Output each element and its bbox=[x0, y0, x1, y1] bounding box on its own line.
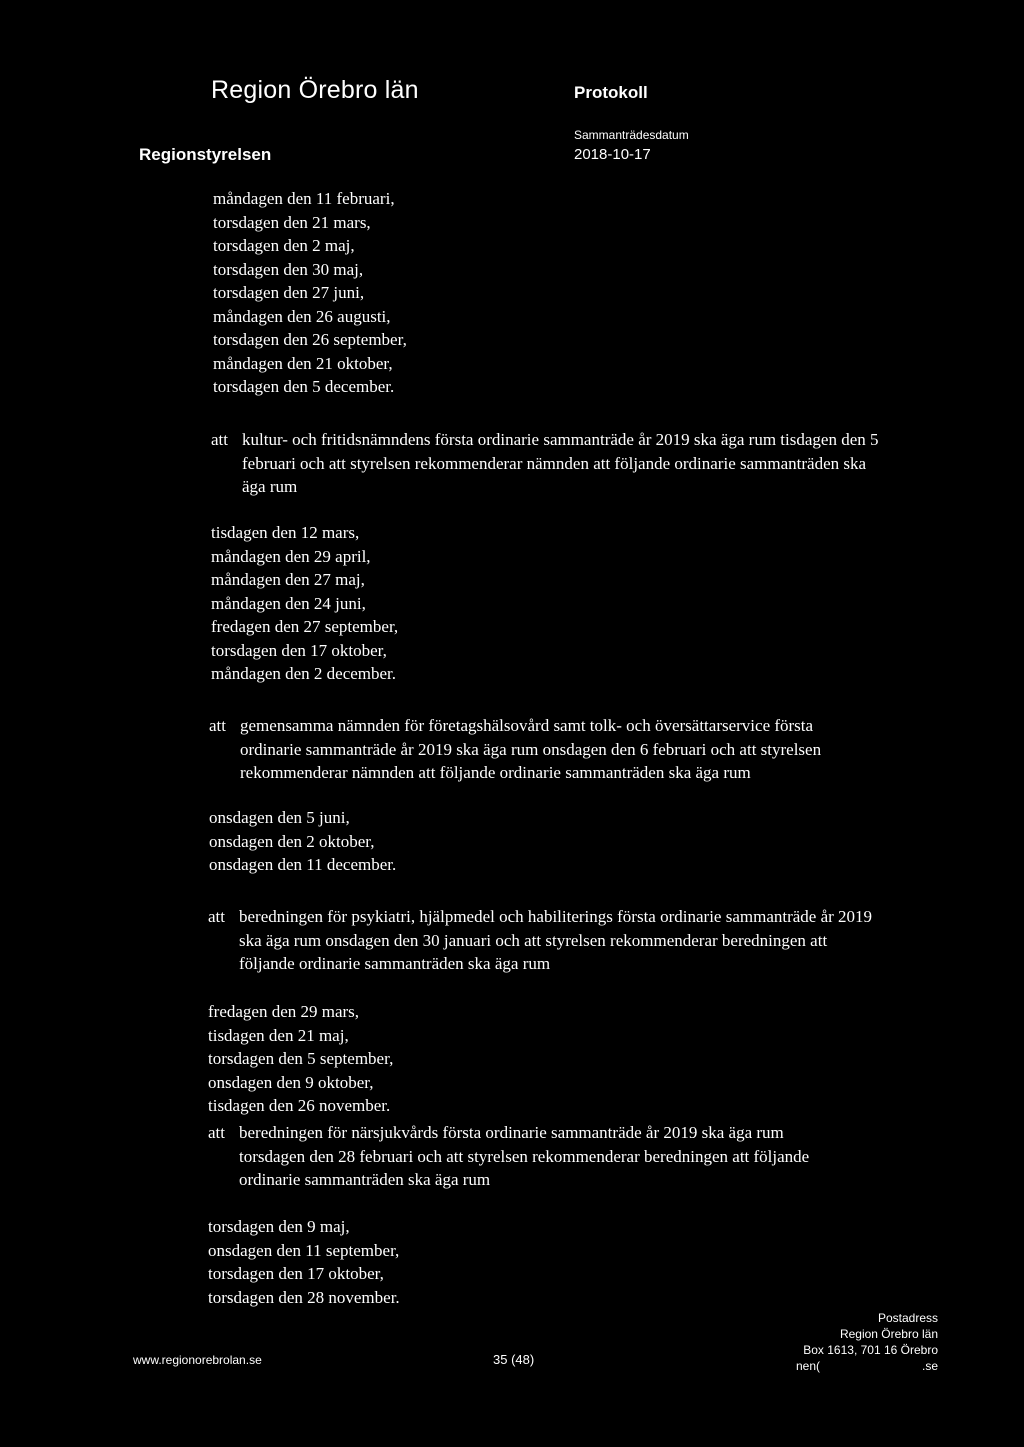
list-item: onsdagen den 11 december. bbox=[209, 855, 397, 874]
meeting-date-label: Sammanträdesdatum bbox=[574, 128, 689, 142]
list-item: onsdagen den 5 juni, bbox=[209, 808, 350, 827]
list-item: onsdagen den 11 september, bbox=[208, 1240, 400, 1260]
postal-address-box: Box 1613, 701 16 Örebro bbox=[803, 1343, 938, 1357]
meeting-date-list bbox=[213, 187, 407, 399]
att-marker: att bbox=[209, 716, 226, 735]
email-fragment-start: nen( bbox=[796, 1359, 821, 1373]
list-item: onsdagen den 2 oktober, bbox=[209, 831, 375, 851]
list-item: måndagen den 21 oktober, bbox=[213, 353, 393, 373]
list-item: torsdagen den 5 september, bbox=[208, 1049, 394, 1068]
att-marker: att bbox=[211, 430, 228, 449]
document-type: Protokoll bbox=[574, 83, 648, 102]
list-item: måndagen den 26 augusti, bbox=[213, 306, 391, 326]
decision-text: beredningen för psykiatri, hjälpmedel och habiliterings första ordinarie sammanträde år 2019 ska äga rum onsdagen den 30 januari och att styrelsen rekommenderar beredningen att följande ordinarie sammanträden ska äga rum bbox=[239, 907, 873, 973]
meeting-date-list bbox=[208, 1000, 393, 1118]
list-item: fredagen den 27 september, bbox=[211, 617, 399, 636]
decision-text: kultur- och fritidsnämndens första ordinarie sammanträde år 2019 ska äga rum tisdagen den 5 februari och att styrelsen rekommenderar nämnden att följande ordinarie sammanträden ska äga rum bbox=[242, 430, 879, 496]
meeting-date-list bbox=[211, 521, 398, 686]
list-item: torsdagen den 21 mars, bbox=[213, 212, 371, 232]
list-item: torsdagen den 26 september, bbox=[213, 330, 407, 349]
list-item: torsdagen den 28 november. bbox=[208, 1287, 400, 1307]
list-item: onsdagen den 9 oktober, bbox=[208, 1072, 374, 1092]
postal-address-name: Region Örebro län bbox=[839, 1327, 938, 1341]
decision-paragraph bbox=[208, 1121, 828, 1192]
organization-name: Region Örebro län bbox=[211, 76, 419, 104]
board-name: Regionstyrelsen bbox=[139, 145, 272, 164]
list-item: torsdagen den 30 maj, bbox=[213, 259, 364, 279]
list-item: torsdagen den 9 maj, bbox=[208, 1217, 350, 1236]
decision-text: gemensamma nämnden för företagshälsovård samt tolk- och översättarservice första ordinarie sammanträde år 2019 ska äga rum onsdagen den 6 februari och att styrelsen rekommenderar nämnden att följande ordinarie sammanträden ska äga rum bbox=[240, 716, 822, 782]
decision-paragraph bbox=[211, 428, 891, 499]
list-item: torsdagen den 17 oktober, bbox=[208, 1264, 384, 1283]
list-item: måndagen den 27 maj, bbox=[211, 570, 365, 589]
list-item: tisdagen den 26 november. bbox=[208, 1096, 391, 1115]
list-item: måndagen den 24 juni, bbox=[211, 593, 366, 613]
att-marker: att bbox=[208, 1123, 225, 1142]
meeting-date-list bbox=[208, 1215, 400, 1309]
list-item: tisdagen den 12 mars, bbox=[211, 523, 360, 542]
list-item: måndagen den 11 februari, bbox=[213, 189, 395, 208]
footer-website: www.regionorebrolan.se bbox=[133, 1353, 262, 1367]
email-fragment-end: .se bbox=[921, 1359, 938, 1373]
att-marker: att bbox=[208, 907, 225, 926]
list-item: måndagen den 2 december. bbox=[211, 664, 397, 683]
decision-paragraph bbox=[208, 905, 883, 976]
list-item: tisdagen den 21 maj, bbox=[208, 1025, 349, 1045]
list-item: torsdagen den 2 maj, bbox=[213, 236, 355, 255]
decision-text: beredningen för närsjukvårds första ordinarie sammanträde år 2019 ska äga rum torsdagen den 28 februari och att styrelsen rekommenderar beredningen att följande ordinarie sammanträden ska äga rum bbox=[239, 1123, 810, 1189]
meeting-date-list bbox=[209, 806, 396, 877]
meeting-date: 2018-10-17 bbox=[574, 146, 651, 163]
list-item: torsdagen den 5 december. bbox=[213, 377, 395, 396]
list-item: torsdagen den 27 juni, bbox=[213, 283, 365, 302]
list-item: måndagen den 29 april, bbox=[211, 546, 371, 566]
page-number: 35 (48) bbox=[493, 1352, 535, 1367]
decision-paragraph bbox=[209, 714, 869, 785]
list-item: fredagen den 29 mars, bbox=[208, 1002, 360, 1021]
postal-address-label: Postadress bbox=[877, 1311, 938, 1325]
list-item: torsdagen den 17 oktober, bbox=[211, 640, 387, 660]
